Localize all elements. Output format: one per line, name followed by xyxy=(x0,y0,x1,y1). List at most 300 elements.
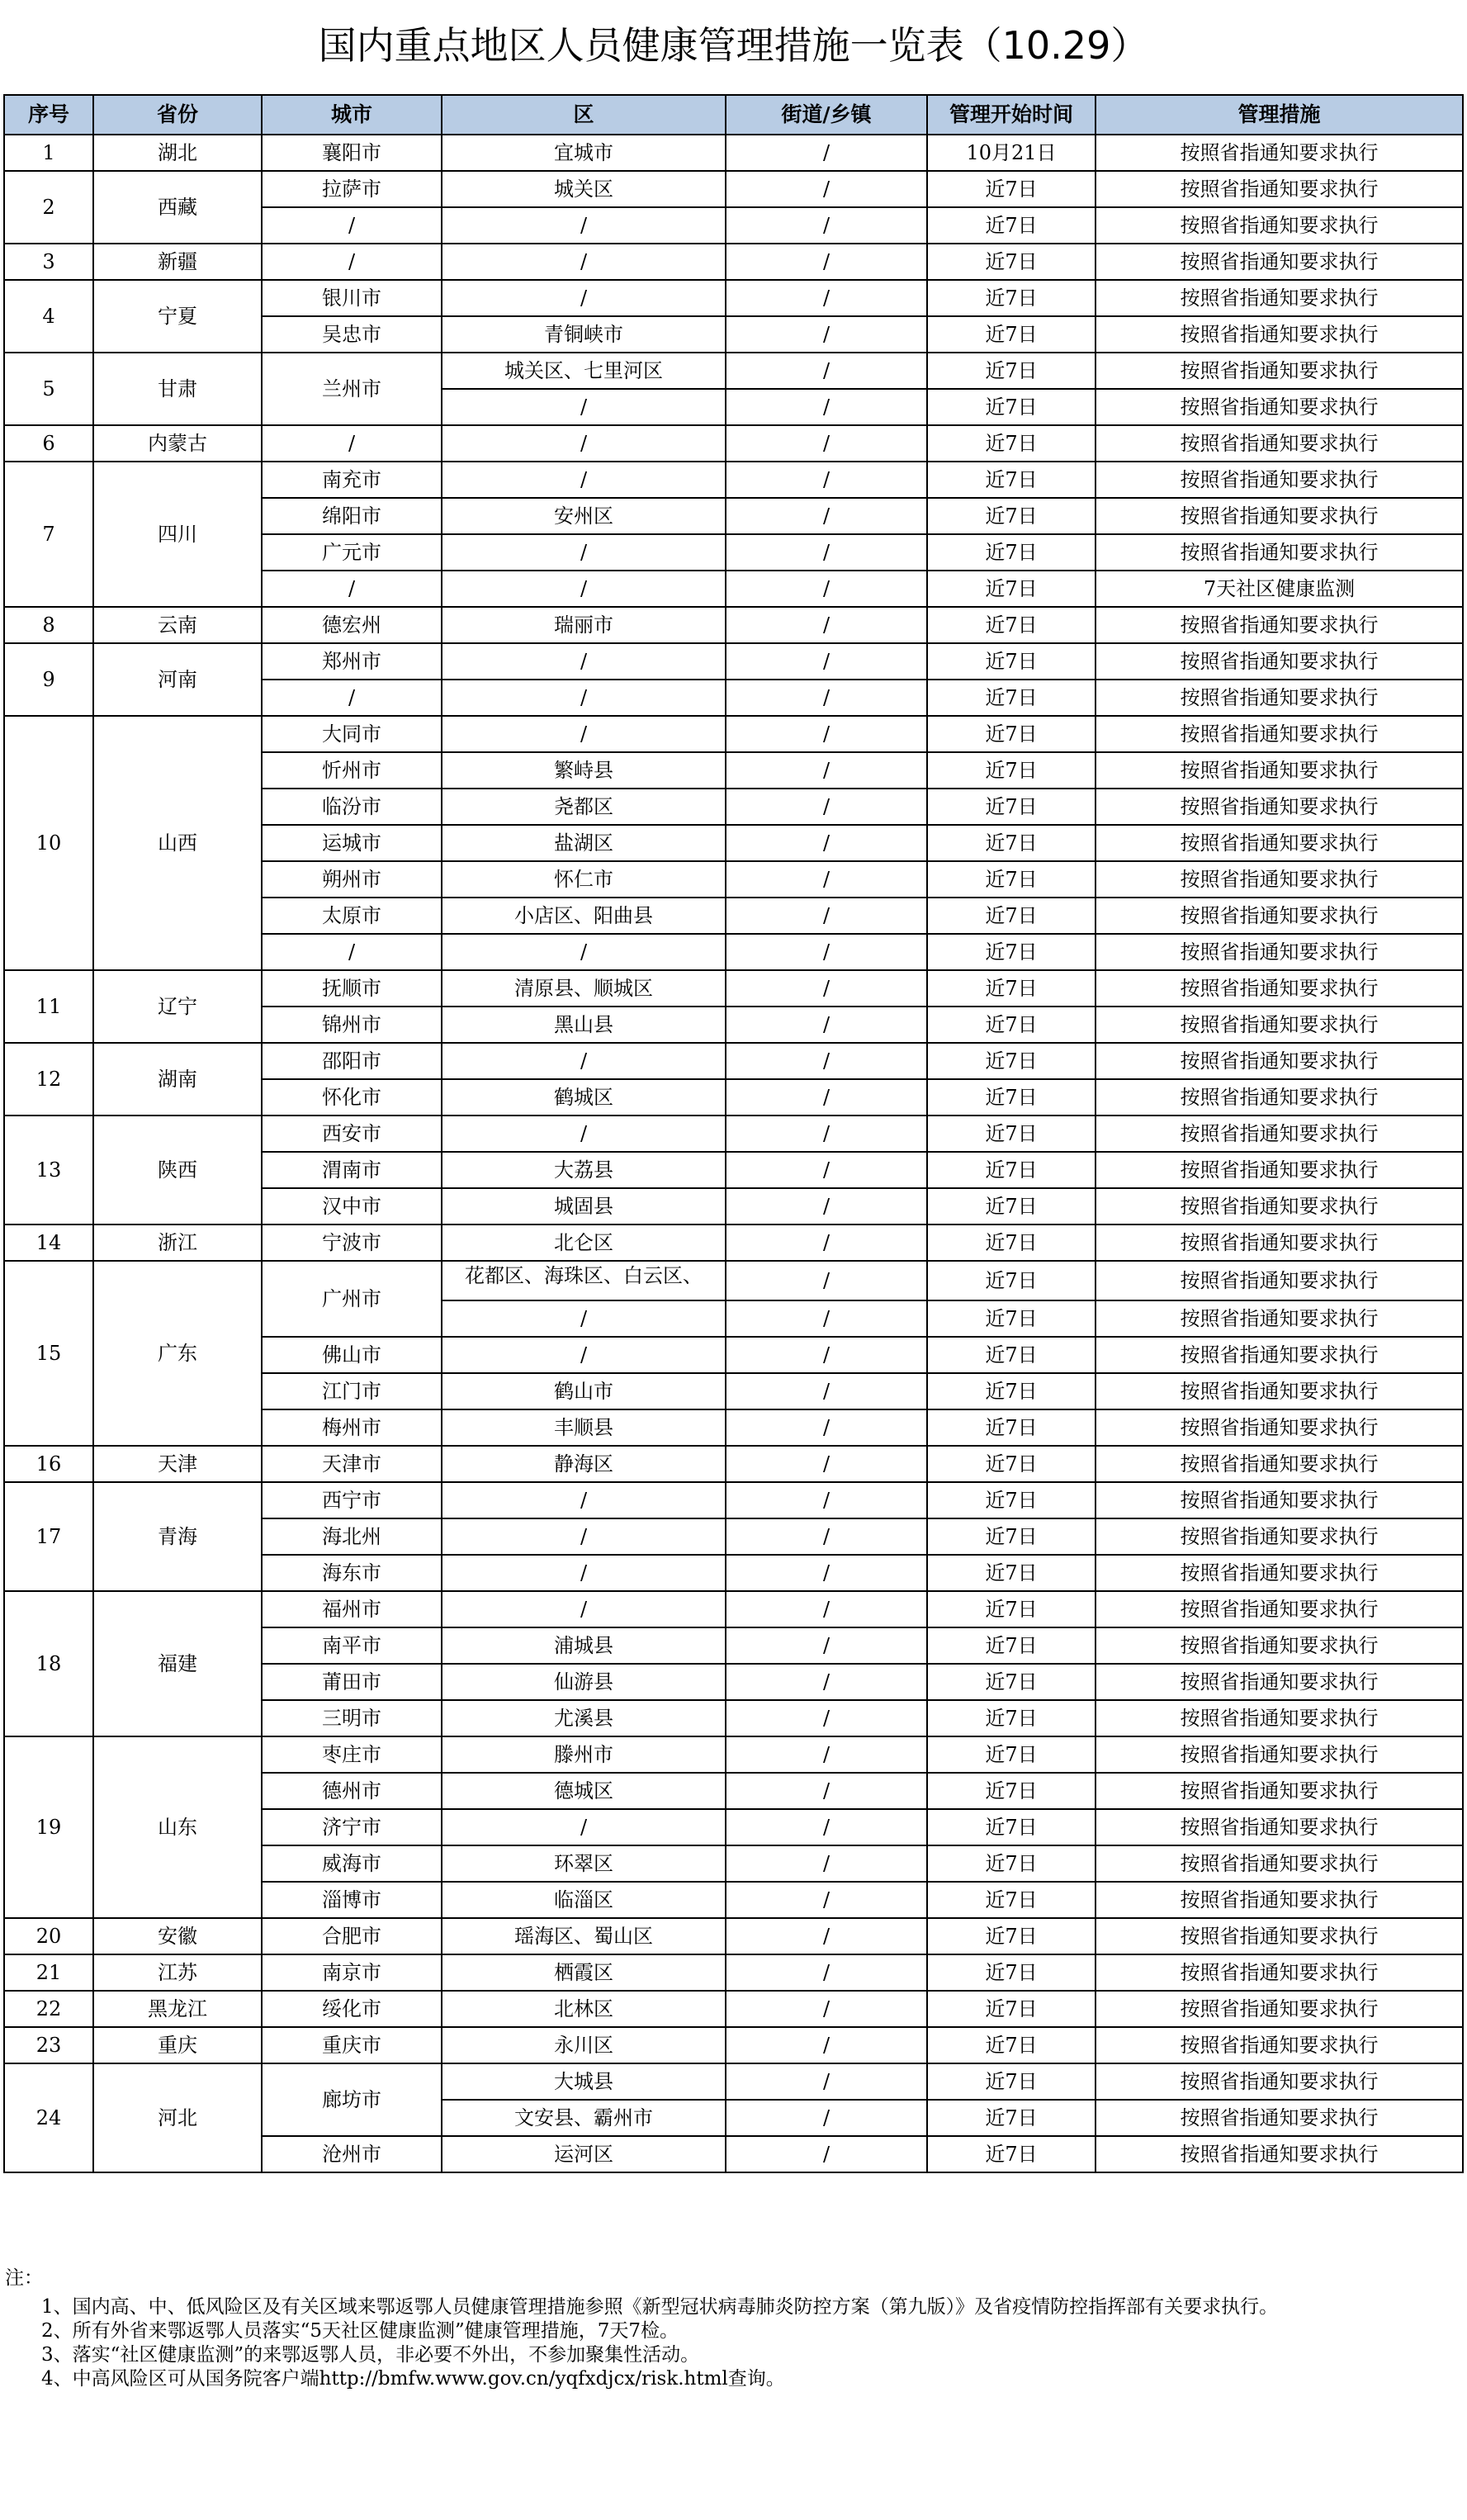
cell-city: 德州市 xyxy=(262,1773,442,1809)
cell-start-time: 10月21日 xyxy=(927,135,1096,171)
cell-district: 丰顺县 xyxy=(442,1409,726,1446)
cell-start-time: 近7日 xyxy=(927,752,1096,789)
cell-start-time: 近7日 xyxy=(927,1043,1096,1079)
cell-province: 内蒙古 xyxy=(93,425,262,462)
cell-street: / xyxy=(726,425,927,462)
cell-city: 怀化市 xyxy=(262,1079,442,1116)
cell-city: 梅州市 xyxy=(262,1409,442,1446)
cell-street: / xyxy=(726,1773,927,1809)
table-row xyxy=(4,353,1463,389)
cell-no: 24 xyxy=(4,2063,93,2172)
cell-street: / xyxy=(726,1845,927,1882)
cell-measure: 按照省指通知要求执行 xyxy=(1096,498,1463,534)
cell-start-time: 近7日 xyxy=(927,898,1096,934)
cell-measure: 按照省指通知要求执行 xyxy=(1096,680,1463,716)
table-row xyxy=(4,607,1463,643)
cell-measure: 按照省指通知要求执行 xyxy=(1096,2063,1463,2100)
cell-measure: 按照省指通知要求执行 xyxy=(1096,1007,1463,1043)
col-header-province: 省份 xyxy=(93,95,262,135)
cell-no: 5 xyxy=(4,353,93,425)
cell-start-time: 近7日 xyxy=(927,1664,1096,1700)
cell-street: / xyxy=(726,1918,927,1954)
cell-city: 南平市 xyxy=(262,1627,442,1664)
cell-city: 襄阳市 xyxy=(262,135,442,171)
cell-city: 廊坊市 xyxy=(262,2063,442,2136)
cell-start-time: 近7日 xyxy=(927,1224,1096,1261)
cell-province: 湖南 xyxy=(93,1043,262,1116)
cell-street: / xyxy=(726,825,927,861)
cell-district: / xyxy=(442,1482,726,1518)
cell-street: / xyxy=(726,1736,927,1773)
cell-no: 4 xyxy=(4,280,93,353)
cell-street: / xyxy=(726,1882,927,1918)
cell-measure: 按照省指通知要求执行 xyxy=(1096,607,1463,643)
cell-no: 13 xyxy=(4,1116,93,1224)
cell-district: 临淄区 xyxy=(442,1882,726,1918)
cell-province: 云南 xyxy=(93,607,262,643)
table-row xyxy=(4,643,1463,680)
col-header-measure: 管理措施 xyxy=(1096,95,1463,135)
cell-measure: 按照省指通知要求执行 xyxy=(1096,1700,1463,1736)
cell-province: 山西 xyxy=(93,716,262,970)
cell-no: 20 xyxy=(4,1918,93,1954)
cell-city: 佛山市 xyxy=(262,1337,442,1373)
cell-measure: 按照省指通知要求执行 xyxy=(1096,1882,1463,1918)
cell-start-time: 近7日 xyxy=(927,1188,1096,1224)
cell-measure: 按照省指通知要求执行 xyxy=(1096,1809,1463,1845)
cell-street: / xyxy=(726,1809,927,1845)
cell-district: 小店区、阳曲县 xyxy=(442,898,726,934)
cell-city: 汉中市 xyxy=(262,1188,442,1224)
cell-district: 大荔县 xyxy=(442,1152,726,1188)
cell-city: 沧州市 xyxy=(262,2136,442,2172)
cell-street: / xyxy=(726,207,927,244)
cell-district: 尧都区 xyxy=(442,789,726,825)
cell-city: 抚顺市 xyxy=(262,970,442,1007)
cell-street: / xyxy=(726,353,927,389)
cell-street: / xyxy=(726,1261,927,1300)
table-row xyxy=(4,2063,1463,2100)
cell-district: / xyxy=(442,1555,726,1591)
cell-no: 14 xyxy=(4,1224,93,1261)
cell-no: 7 xyxy=(4,462,93,607)
cell-city: 西安市 xyxy=(262,1116,442,1152)
cell-city: / xyxy=(262,571,442,607)
cell-district: 永川区 xyxy=(442,2027,726,2063)
note-item: 4、中高风险区可从国务院客户端http://bmfw.www.gov.cn/yqfxdjcx/risk.html查询。 xyxy=(41,2368,785,2390)
cell-district: / xyxy=(442,643,726,680)
cell-start-time: 近7日 xyxy=(927,244,1096,280)
cell-street: / xyxy=(726,1043,927,1079)
cell-street: / xyxy=(726,1664,927,1700)
cell-province: 广东 xyxy=(93,1261,262,1446)
cell-start-time: 近7日 xyxy=(927,280,1096,316)
cell-district: 滕州市 xyxy=(442,1736,726,1773)
cell-start-time: 近7日 xyxy=(927,2063,1096,2100)
cell-city: / xyxy=(262,207,442,244)
cell-street: / xyxy=(726,1954,927,1991)
cell-district: / xyxy=(442,1591,726,1627)
cell-measure: 按照省指通知要求执行 xyxy=(1096,2100,1463,2136)
cell-province: 西藏 xyxy=(93,171,262,244)
table-row xyxy=(4,970,1463,1007)
cell-no: 6 xyxy=(4,425,93,462)
cell-city: 西宁市 xyxy=(262,1482,442,1518)
cell-measure: 按照省指通知要求执行 xyxy=(1096,934,1463,970)
cell-district: 黑山县 xyxy=(442,1007,726,1043)
cell-street: / xyxy=(726,1152,927,1188)
cell-measure: 按照省指通知要求执行 xyxy=(1096,207,1463,244)
cell-city: 德宏州 xyxy=(262,607,442,643)
cell-measure: 按照省指通知要求执行 xyxy=(1096,898,1463,934)
cell-province: 陕西 xyxy=(93,1116,262,1224)
cell-district: / xyxy=(442,1337,726,1373)
cell-measure: 按照省指通知要求执行 xyxy=(1096,1664,1463,1700)
cell-measure: 按照省指通知要求执行 xyxy=(1096,1188,1463,1224)
cell-measure: 按照省指通知要求执行 xyxy=(1096,1261,1463,1300)
cell-city: 朔州市 xyxy=(262,861,442,898)
cell-start-time: 近7日 xyxy=(927,1700,1096,1736)
cell-province: 河北 xyxy=(93,2063,262,2172)
cell-measure: 按照省指通知要求执行 xyxy=(1096,825,1463,861)
cell-city: 运城市 xyxy=(262,825,442,861)
cell-district: / xyxy=(442,1300,726,1337)
cell-district: 清原县、顺城区 xyxy=(442,970,726,1007)
cell-measure: 按照省指通知要求执行 xyxy=(1096,1518,1463,1555)
cell-district: / xyxy=(442,280,726,316)
cell-measure: 按照省指通知要求执行 xyxy=(1096,1446,1463,1482)
cell-city: 兰州市 xyxy=(262,353,442,425)
table-row xyxy=(4,135,1463,171)
cell-district: 城关区、七里河区 xyxy=(442,353,726,389)
cell-start-time: 近7日 xyxy=(927,1773,1096,1809)
cell-street: / xyxy=(726,861,927,898)
cell-district: 怀仁市 xyxy=(442,861,726,898)
cell-start-time: 近7日 xyxy=(927,970,1096,1007)
cell-no: 12 xyxy=(4,1043,93,1116)
cell-city: 威海市 xyxy=(262,1845,442,1882)
cell-measure: 按照省指通知要求执行 xyxy=(1096,970,1463,1007)
cell-measure: 按照省指通知要求执行 xyxy=(1096,1918,1463,1954)
notes-heading: 注： xyxy=(5,2267,43,2289)
cell-city: 银川市 xyxy=(262,280,442,316)
cell-measure: 按照省指通知要求执行 xyxy=(1096,1954,1463,1991)
table-row xyxy=(4,425,1463,462)
cell-street: / xyxy=(726,607,927,643)
cell-city: 海北州 xyxy=(262,1518,442,1555)
cell-district: 鹤城区 xyxy=(442,1079,726,1116)
cell-no: 18 xyxy=(4,1591,93,1736)
cell-no: 23 xyxy=(4,2027,93,2063)
cell-no: 19 xyxy=(4,1736,93,1918)
cell-start-time: 近7日 xyxy=(927,2027,1096,2063)
cell-measure: 按照省指通知要求执行 xyxy=(1096,2027,1463,2063)
cell-measure: 按照省指通知要求执行 xyxy=(1096,534,1463,571)
cell-district: / xyxy=(442,1518,726,1555)
cell-district: 宜城市 xyxy=(442,135,726,171)
cell-city: 大同市 xyxy=(262,716,442,752)
cell-start-time: 近7日 xyxy=(927,643,1096,680)
cell-street: / xyxy=(726,1224,927,1261)
cell-start-time: 近7日 xyxy=(927,1918,1096,1954)
cell-district: 城关区 xyxy=(442,171,726,207)
cell-city: 莆田市 xyxy=(262,1664,442,1700)
cell-start-time: 近7日 xyxy=(927,825,1096,861)
cell-start-time: 近7日 xyxy=(927,1845,1096,1882)
cell-street: / xyxy=(726,643,927,680)
cell-start-time: 近7日 xyxy=(927,462,1096,498)
cell-measure: 按照省指通知要求执行 xyxy=(1096,1627,1463,1664)
cell-measure: 按照省指通知要求执行 xyxy=(1096,353,1463,389)
cell-start-time: 近7日 xyxy=(927,1809,1096,1845)
cell-measure: 按照省指通知要求执行 xyxy=(1096,171,1463,207)
cell-district: / xyxy=(442,389,726,425)
cell-district: 运河区 xyxy=(442,2136,726,2172)
cell-street: / xyxy=(726,389,927,425)
cell-measure: 按照省指通知要求执行 xyxy=(1096,1845,1463,1882)
cell-district: 大城县 xyxy=(442,2063,726,2100)
cell-district: / xyxy=(442,1809,726,1845)
cell-start-time: 近7日 xyxy=(927,1555,1096,1591)
cell-street: / xyxy=(726,752,927,789)
cell-province: 宁夏 xyxy=(93,280,262,353)
cell-street: / xyxy=(726,1188,927,1224)
cell-measure: 按照省指通知要求执行 xyxy=(1096,1773,1463,1809)
cell-street: / xyxy=(726,1007,927,1043)
cell-city: 宁波市 xyxy=(262,1224,442,1261)
cell-city: 济宁市 xyxy=(262,1809,442,1845)
cell-start-time: 近7日 xyxy=(927,1152,1096,1188)
cell-start-time: 近7日 xyxy=(927,1991,1096,2027)
cell-start-time: 近7日 xyxy=(927,316,1096,353)
cell-street: / xyxy=(726,135,927,171)
cell-start-time: 近7日 xyxy=(927,716,1096,752)
cell-no: 10 xyxy=(4,716,93,970)
cell-no: 17 xyxy=(4,1482,93,1591)
cell-no: 9 xyxy=(4,643,93,716)
cell-district: 瑞丽市 xyxy=(442,607,726,643)
cell-start-time: 近7日 xyxy=(927,1337,1096,1373)
cell-province: 山东 xyxy=(93,1736,262,1918)
table-row xyxy=(4,462,1463,498)
cell-province: 四川 xyxy=(93,462,262,607)
cell-start-time: 近7日 xyxy=(927,607,1096,643)
cell-no: 1 xyxy=(4,135,93,171)
cell-city: / xyxy=(262,425,442,462)
cell-province: 河南 xyxy=(93,643,262,716)
cell-start-time: 近7日 xyxy=(927,2100,1096,2136)
table-header-row xyxy=(4,95,1463,135)
cell-start-time: 近7日 xyxy=(927,1736,1096,1773)
cell-start-time: 近7日 xyxy=(927,1954,1096,1991)
cell-province: 青海 xyxy=(93,1482,262,1591)
cell-start-time: 近7日 xyxy=(927,1300,1096,1337)
cell-street: / xyxy=(726,316,927,353)
cell-measure: 按照省指通知要求执行 xyxy=(1096,752,1463,789)
table-row xyxy=(4,1116,1463,1152)
cell-province: 甘肃 xyxy=(93,353,262,425)
cell-city: 合肥市 xyxy=(262,1918,442,1954)
cell-street: / xyxy=(726,970,927,1007)
cell-street: / xyxy=(726,1555,927,1591)
cell-province: 天津 xyxy=(93,1446,262,1482)
cell-start-time: 近7日 xyxy=(927,171,1096,207)
cell-start-time: 近7日 xyxy=(927,680,1096,716)
cell-measure: 按照省指通知要求执行 xyxy=(1096,643,1463,680)
cell-district: / xyxy=(442,680,726,716)
cell-city: 三明市 xyxy=(262,1700,442,1736)
cell-measure: 按照省指通知要求执行 xyxy=(1096,462,1463,498)
cell-measure: 按照省指通知要求执行 xyxy=(1096,1555,1463,1591)
cell-street: / xyxy=(726,1446,927,1482)
cell-measure: 按照省指通知要求执行 xyxy=(1096,861,1463,898)
cell-district: 繁峙县 xyxy=(442,752,726,789)
cell-measure: 按照省指通知要求执行 xyxy=(1096,1152,1463,1188)
cell-start-time: 近7日 xyxy=(927,1627,1096,1664)
cell-province: 浙江 xyxy=(93,1224,262,1261)
cell-street: / xyxy=(726,789,927,825)
cell-city: 淄博市 xyxy=(262,1882,442,1918)
cell-no: 3 xyxy=(4,244,93,280)
cell-district: / xyxy=(442,534,726,571)
cell-start-time: 近7日 xyxy=(927,207,1096,244)
table-row xyxy=(4,1591,1463,1627)
cell-street: / xyxy=(726,1116,927,1152)
cell-city: 郑州市 xyxy=(262,643,442,680)
table-row xyxy=(4,1482,1463,1518)
cell-street: / xyxy=(726,571,927,607)
cell-district: 安州区 xyxy=(442,498,726,534)
cell-street: / xyxy=(726,462,927,498)
cell-city: 广州市 xyxy=(262,1261,442,1337)
cell-street: / xyxy=(726,1373,927,1409)
cell-no: 15 xyxy=(4,1261,93,1446)
cell-city: 绵阳市 xyxy=(262,498,442,534)
cell-start-time: 近7日 xyxy=(927,425,1096,462)
cell-measure: 按照省指通知要求执行 xyxy=(1096,1043,1463,1079)
health-management-table xyxy=(3,94,1464,2173)
cell-district: 城固县 xyxy=(442,1188,726,1224)
cell-city: 绥化市 xyxy=(262,1991,442,2027)
cell-street: / xyxy=(726,2100,927,2136)
table-row xyxy=(4,716,1463,752)
note-item: 3、落实“社区健康监测”的来鄂返鄂人员，非必要不外出，不参加聚集性活动。 xyxy=(41,2344,700,2366)
cell-measure: 按照省指通知要求执行 xyxy=(1096,1736,1463,1773)
cell-measure: 按照省指通知要求执行 xyxy=(1096,716,1463,752)
cell-street: / xyxy=(726,2027,927,2063)
cell-district: / xyxy=(442,207,726,244)
cell-street: / xyxy=(726,898,927,934)
cell-measure: 按照省指通知要求执行 xyxy=(1096,1116,1463,1152)
cell-city: 临汾市 xyxy=(262,789,442,825)
cell-start-time: 近7日 xyxy=(927,1591,1096,1627)
table-row xyxy=(4,1261,1463,1300)
cell-measure: 按照省指通知要求执行 xyxy=(1096,1337,1463,1373)
cell-street: / xyxy=(726,244,927,280)
cell-street: / xyxy=(726,280,927,316)
cell-measure: 按照省指通知要求执行 xyxy=(1096,1409,1463,1446)
cell-measure: 按照省指通知要求执行 xyxy=(1096,244,1463,280)
cell-street: / xyxy=(726,1300,927,1337)
cell-start-time: 近7日 xyxy=(927,1882,1096,1918)
cell-start-time: 近7日 xyxy=(927,1446,1096,1482)
cell-district: 花都区、海珠区、白云区、 xyxy=(442,1261,726,1300)
table-row xyxy=(4,1954,1463,1991)
cell-city: / xyxy=(262,680,442,716)
cell-no: 16 xyxy=(4,1446,93,1482)
cell-street: / xyxy=(726,1518,927,1555)
cell-district: 栖霞区 xyxy=(442,1954,726,1991)
cell-city: 锦州市 xyxy=(262,1007,442,1043)
cell-city: 太原市 xyxy=(262,898,442,934)
cell-street: / xyxy=(726,534,927,571)
cell-city: 南京市 xyxy=(262,1954,442,1991)
col-header-district: 区 xyxy=(442,95,726,135)
col-header-no: 序号 xyxy=(4,95,93,135)
cell-district: 瑶海区、蜀山区 xyxy=(442,1918,726,1954)
cell-street: / xyxy=(726,1482,927,1518)
cell-district: 仙游县 xyxy=(442,1664,726,1700)
cell-start-time: 近7日 xyxy=(927,498,1096,534)
cell-measure: 按照省指通知要求执行 xyxy=(1096,1300,1463,1337)
cell-start-time: 近7日 xyxy=(927,1518,1096,1555)
cell-measure: 按照省指通知要求执行 xyxy=(1096,1591,1463,1627)
cell-street: / xyxy=(726,716,927,752)
cell-district: 尤溪县 xyxy=(442,1700,726,1736)
cell-street: / xyxy=(726,1409,927,1446)
cell-street: / xyxy=(726,1991,927,2027)
cell-city: 忻州市 xyxy=(262,752,442,789)
cell-province: 新疆 xyxy=(93,244,262,280)
cell-start-time: 近7日 xyxy=(927,861,1096,898)
cell-measure: 按照省指通知要求执行 xyxy=(1096,389,1463,425)
page-title: 国内重点地区人员健康管理措施一览表（10.29） xyxy=(318,23,1149,68)
cell-measure: 按照省指通知要求执行 xyxy=(1096,316,1463,353)
cell-district: 青铜峡市 xyxy=(442,316,726,353)
cell-province: 湖北 xyxy=(93,135,262,171)
cell-start-time: 近7日 xyxy=(927,934,1096,970)
cell-street: / xyxy=(726,2063,927,2100)
cell-measure: 按照省指通知要求执行 xyxy=(1096,2136,1463,2172)
table-row xyxy=(4,1446,1463,1482)
cell-city: 江门市 xyxy=(262,1373,442,1409)
cell-province: 重庆 xyxy=(93,2027,262,2063)
cell-no: 11 xyxy=(4,970,93,1043)
cell-province: 福建 xyxy=(93,1591,262,1736)
cell-district: / xyxy=(442,462,726,498)
cell-district: 环翠区 xyxy=(442,1845,726,1882)
cell-street: / xyxy=(726,934,927,970)
cell-street: / xyxy=(726,498,927,534)
cell-start-time: 近7日 xyxy=(927,1007,1096,1043)
cell-city: 海东市 xyxy=(262,1555,442,1591)
cell-street: / xyxy=(726,1337,927,1373)
table-row xyxy=(4,1918,1463,1954)
table-row xyxy=(4,1043,1463,1079)
col-header-city: 城市 xyxy=(262,95,442,135)
cell-start-time: 近7日 xyxy=(927,1482,1096,1518)
cell-no: 2 xyxy=(4,171,93,244)
cell-start-time: 近7日 xyxy=(927,353,1096,389)
cell-district: 文安县、霸州市 xyxy=(442,2100,726,2136)
cell-measure: 7天社区健康监测 xyxy=(1096,571,1463,607)
cell-district: / xyxy=(442,425,726,462)
cell-street: / xyxy=(726,1591,927,1627)
cell-province: 江苏 xyxy=(93,1954,262,1991)
cell-street: / xyxy=(726,1627,927,1664)
cell-measure: 按照省指通知要求执行 xyxy=(1096,135,1463,171)
cell-district: 静海区 xyxy=(442,1446,726,1482)
